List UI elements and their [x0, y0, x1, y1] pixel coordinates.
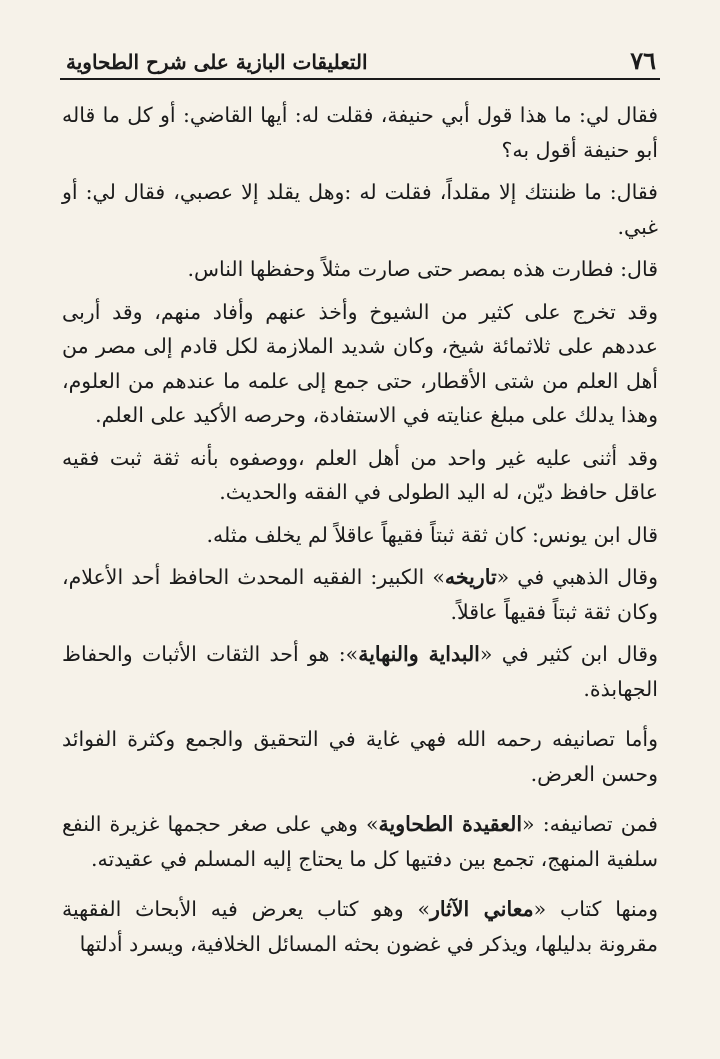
page-header — [60, 40, 660, 80]
paragraph-8 — [62, 637, 658, 706]
running-title: التعليقات البازية على شرح الطحاوية — [66, 50, 368, 74]
paragraph-10 — [62, 807, 658, 876]
paragraph-8-rest: »: هو أحد الثقات الأثبات والحفاظ الجهابذة. — [62, 642, 658, 701]
book-title-maani: معاني الآثار — [430, 897, 534, 921]
paragraph-7 — [62, 560, 658, 629]
page-number: ٧٦ — [630, 46, 656, 75]
paragraph-7-rest: » الكبير: الفقيه المحدث الحافظ أحد الأعلام، وكان ثقة ثبتاً فقيهاً عاقلاً. — [62, 565, 658, 624]
paragraph-5: وقد أثنى عليه غير واحد من أهل العلم ،ووصفوه بأنه ثقة ثبت فقيه عاقل حافظ ديّن، له اليد الطولى في الفقه والحديث. — [62, 445, 658, 504]
body-text — [62, 98, 658, 969]
paragraph-3: قال: فطارت هذه بمصر حتى صارت مثلاً وحفظها الناس. — [187, 257, 658, 281]
book-title-aqida: العقيدة الطحاوية — [378, 812, 523, 836]
paragraph-9: وأما تصانيفه رحمه الله فهي غاية في التحقيق والجمع وكثرة الفوائد وحسن العرض. — [62, 727, 658, 786]
paragraph-2: فقال: ما ظننتك إلا مقلداً، فقلت له :وهل يقلد إلا عصبي، فقال لي: أو غبي. — [62, 180, 658, 239]
paragraph-10-rest: » وهي على صغر حجمها غزيرة النفع سلفية المنهج، تجمع بين دفتيها كل ما يحتاج إليه المسلم في عقيدته. — [62, 812, 658, 871]
paragraph-4: وقد تخرج على كثير من الشيوخ وأخذ عنهم وأفاد منهم، وقد أربى عددهم على ثلاثمائة شيخ، وكان شديد الملازمة لكل قادم إلى مصر من أهل العلم من شتى الأقطار، حتى جمع إلى علمه ما عندهم من العلوم، وهذا يدلك على مبلغ عنايته في الاستفادة، وحرصه الأكيد على العلم. — [62, 299, 658, 427]
paragraph-11-rest: » وهو كتاب يعرض فيه الأبحاث الفقهية مقرونة بدليلها، ويذكر في غضون بحثه المسائل الخلافية، ويسرد أدلتها — [62, 897, 658, 956]
book-title-bidaya: البداية والنهاية — [358, 642, 480, 666]
book-title-tarikh: تاريخه — [444, 565, 497, 589]
paragraph-6: قال ابن يونس: كان ثقة ثبتاً فقيهاً عاقلاً لم يخلف مثله. — [206, 522, 658, 547]
paragraph-7-lead: وقال الذهبي في « — [496, 565, 658, 589]
paragraph-8-lead: وقال ابن كثير في « — [479, 642, 658, 666]
paragraph-1: فقال لي: ما هذا قول أبي حنيفة، فقلت له: أيها القاضي: أو كل ما قاله أبو حنيفة أقول به؟ — [62, 103, 658, 162]
paragraph-11-lead: ومنها كتاب « — [533, 897, 658, 921]
paragraph-11 — [62, 892, 658, 961]
paragraph-10-lead: فمن تصانيفه: « — [522, 812, 658, 836]
